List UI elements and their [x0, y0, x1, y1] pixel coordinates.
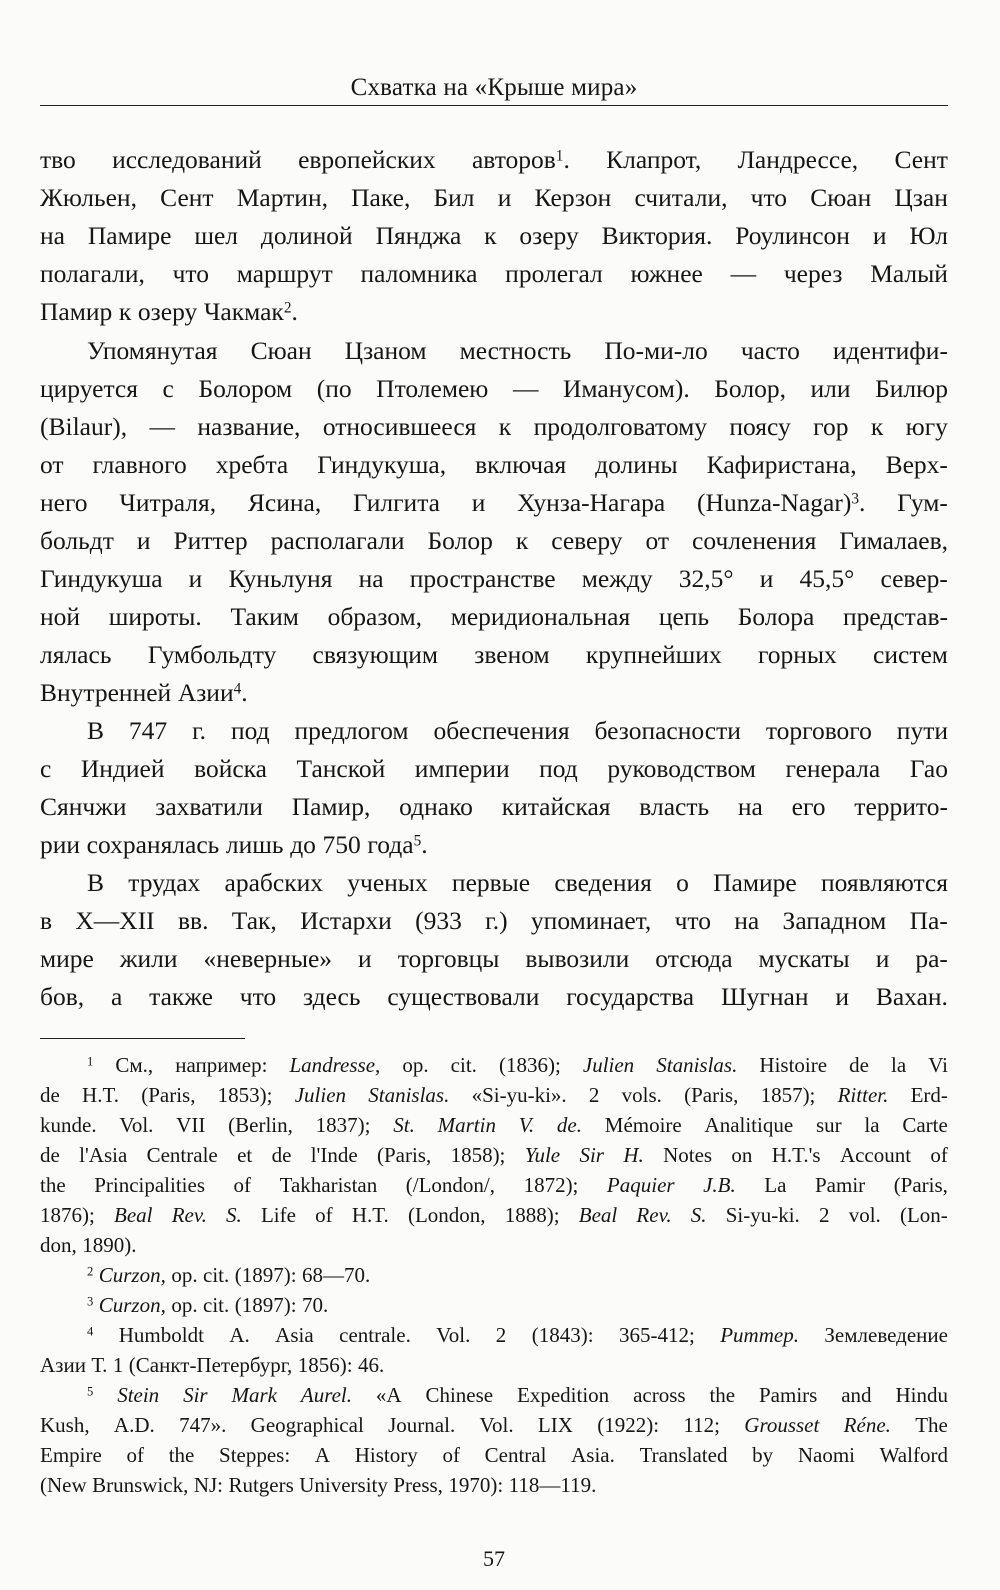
body-line: бов, а также что здесь существовали государства Шугнан и Вахан.: [40, 982, 948, 1011]
footnote-line: the Principalities of Takharistan (/London/, 1872); Paquier J.B. La Pamir (Paris,: [40, 1173, 948, 1197]
body-line: от главного хребта Гиндукуша, включая долины Кафиристана, Верх-: [40, 450, 948, 479]
footnote-line: 1876); Beal Rev. S. Life of H.T. (London, 1888); Beal Rev. S. Si-yu-ki. 2 vol. (Lon-: [40, 1203, 948, 1227]
footnote-rule: [40, 1038, 245, 1039]
body-line: в X—XII вв. Так, Истархи (933 г.) упоминает, что на Западном Па-: [40, 906, 948, 935]
footnote-line: don, 1890).: [40, 1233, 137, 1257]
body-line: тво исследований европейских авторов$^1$. Клапрот, Ландрессе, Сент: [40, 145, 948, 174]
body-line: Сянчжи захватили Памир, однако китайская власть на его террито-: [40, 792, 948, 821]
body-line: Упомянутая Сюан Цзаном местность По-ми-ло часто идентифи-: [87, 336, 948, 365]
body-line: с Индией войска Танской империи под руководством генерала Гао: [40, 754, 948, 783]
footnote-line: $^5$ Stein Sir Mark Aurel. «A Chinese Expedition across the Pamirs and Hindu: [87, 1383, 948, 1407]
body-line: мире жили «неверные» и торговцы вывозили отсюда мускаты и ра-: [40, 944, 948, 973]
body-line: лялась Гумбольдту связующим звеном крупнейших горных систем: [40, 640, 948, 669]
footnote-line: (New Brunswick, NJ: Rutgers University Press, 1970): 118—119.: [40, 1473, 597, 1497]
body-line: рии сохранялась лишь до 750 года$^5$.: [40, 830, 428, 859]
footnote-line: $^1$ См., например: Landresse, op. cit. (1836); Julien Stanislas. Histoire de la Vi: [87, 1053, 948, 1077]
body-line: цируется с Болором (по Птолемею — Иманусом). Болор, или Билюр: [40, 374, 948, 403]
body-line: ной широты. Таким образом, меридиональная цепь Болора представ-: [40, 602, 948, 631]
footnote-line: Азии Т. 1 (Санкт-Петербург, 1856): 46.: [40, 1353, 385, 1377]
body-line: больдт и Риттер располагали Болор к северу от сочленения Гималаев,: [40, 526, 948, 555]
footnote-line: $^3$ Curzon, op. cit. (1897): 70.: [87, 1293, 329, 1317]
footnote-line: kunde. Vol. VII (Berlin, 1837); St. Martin V. de. Mémoire Analitique sur la Carte: [40, 1113, 948, 1137]
footnote-line: de H.T. (Paris, 1853); Julien Stanislas. «Si-yu-ki». 2 vols. (Paris, 1857); Ritter. Erd-: [40, 1083, 948, 1107]
body-line: Жюльен, Сент Мартин, Паке, Бил и Керзон считали, что Сюан Цзан: [40, 183, 948, 212]
footnote-line: Empire of the Steppes: A History of Central Asia. Translated by Naomi Walford: [40, 1443, 948, 1467]
footnote-line: de l'Asia Centrale et de l'Inde (Paris, 1858); Yule Sir H. Notes on H.T.'s Account of: [40, 1143, 948, 1167]
page-number: 57: [483, 1546, 505, 1571]
body-line: полагали, что маршрут паломника пролегал южнее — через Малый: [40, 259, 948, 288]
body-line: В трудах арабских ученых первые сведения о Памире появляются: [87, 868, 948, 897]
body-line: В 747 г. под предлогом обеспечения безопасности торгового пути: [87, 716, 948, 745]
footnote-line: $^4$ Humboldt A. Asia centrale. Vol. 2 (1843): 365-412; Риттер. Землеведение: [87, 1323, 948, 1347]
body-line: него Читраля, Ясина, Гилгита и Хунза-Нагара (Hunza-Nagar)$^3$. Гум-: [40, 488, 948, 517]
footnote-line: $^2$ Curzon, op. cit. (1897): 68—70.: [87, 1263, 371, 1287]
footnote-line: Kush, A.D. 747». Geographical Journal. Vol. LIX (1922): 112; Grousset Réne. The: [40, 1413, 948, 1437]
body-line: на Памире шел долиной Пянджа к озеру Виктория. Роулинсон и Юл: [40, 221, 948, 250]
body-line: Памир к озеру Чакмак$^2$.: [40, 297, 298, 326]
body-line: Внутренней Азии$^4$.: [40, 678, 248, 707]
header-rule: [40, 105, 948, 106]
body-line: (Bilaur), — название, относившееся к продолговатому поясу гор к югу: [40, 412, 948, 441]
running-title: Схватка на «Крыше мира»: [350, 74, 638, 101]
body-line: Гиндукуша и Куньлуня на пространстве между 32,5° и 45,5° север-: [40, 564, 948, 593]
